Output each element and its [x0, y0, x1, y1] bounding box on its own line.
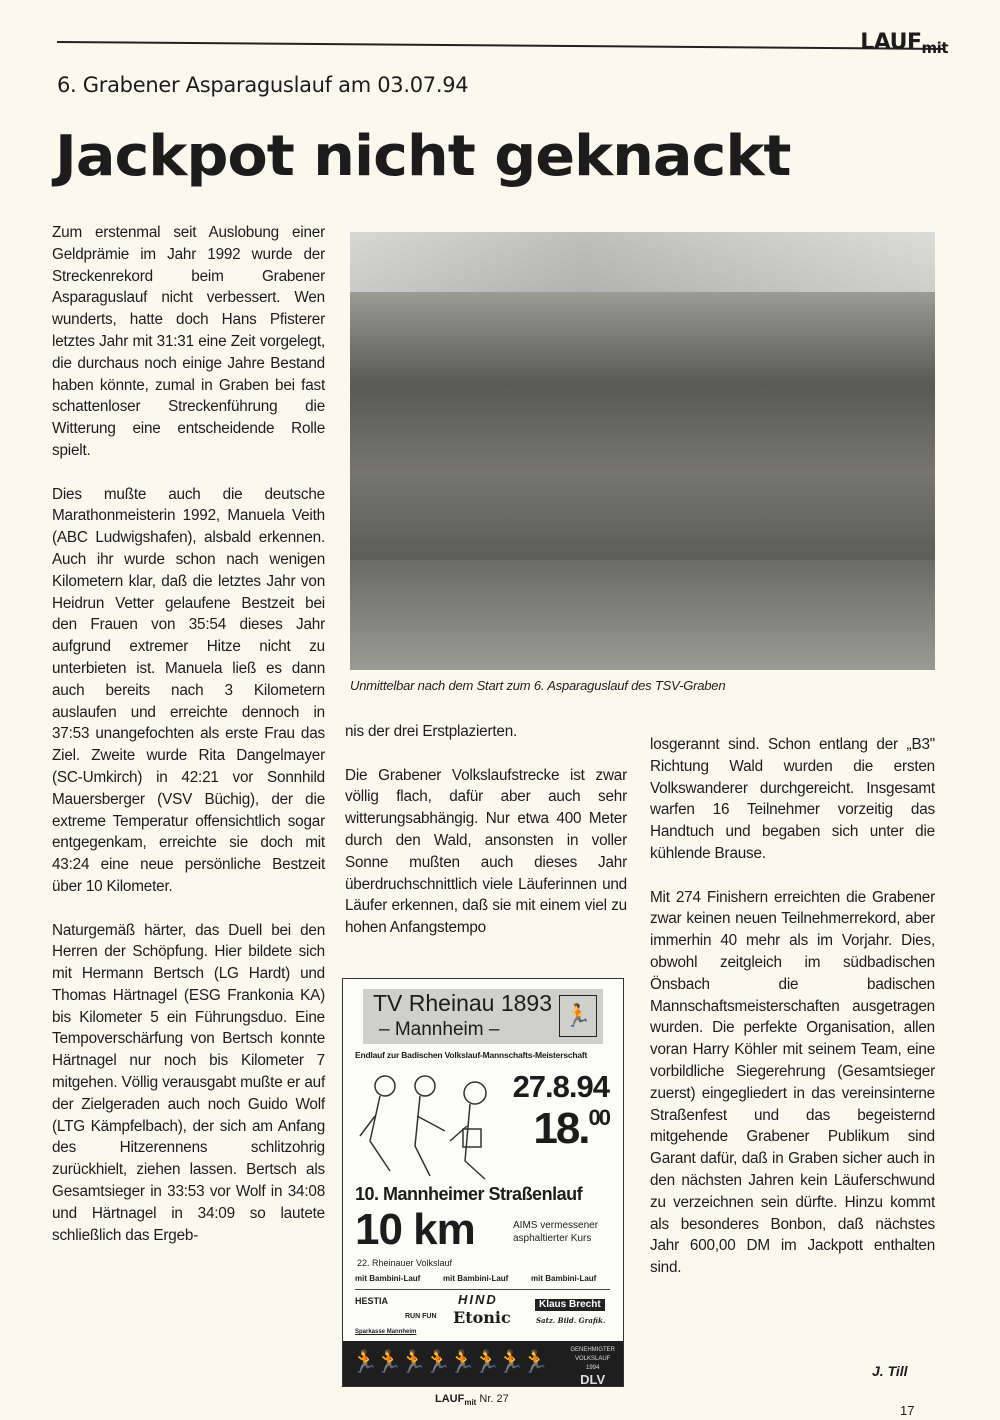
race-advertisement [342, 978, 624, 1387]
sponsor-tagline: Satz. Bild. Grafik. [536, 1316, 606, 1325]
article-column-1 [52, 222, 325, 1268]
ad-distance: 10 km [355, 1205, 475, 1254]
header-rule [57, 41, 945, 50]
sponsor-etonic: Etonic [453, 1308, 511, 1327]
article-headline: Jackpot nicht geknackt [55, 124, 791, 189]
ad-race-name: 10. Mannheimer Straßenlauf [355, 1184, 583, 1204]
ad-bambini: mit Bambini-Lauf [355, 1274, 421, 1283]
sponsor-hind: HIND [458, 1292, 498, 1307]
paragraph: Dies mußte auch die deutsche Marathonmeisterin 1992, Manuela Veith (ABC Ludwigshafen), alsbald erkennen. Auch ihr wurde schon nach wenigen Kilometern klar, daß die letztes Jahr von Heidrun Vetter gelaufene Bestzeit bei den Frauen von 35:54 dieses Jahr aufgrund extremer Hitze nicht zu unterbieten ist. Manuela ließ es dann auch bereits nach 3 Kilometern auslaufen und erreichte dennoch in 37:53 unangefochten als erste Frau das Ziel. Zweite wurde Rita Dangelmayer (SC-Umkirch) in 42:21 vor Sonnhild Mauersberger (VSV Büchig), der die extreme Temperatur offensichtlich sogar entgegenkam, erreichte sie doch mit 43:24 eine neue persönliche Bestzeit über 10 Kilometer. [52, 485, 325, 895]
ad-bambini: mit Bambini-Lauf [443, 1274, 509, 1283]
magazine-logo: $LAUF_{mit}$ [860, 30, 948, 57]
paragraph: Naturgemäß härter, das Duell bei den Herren der Schöpfung. Hier bildete sich mit Hermann Bertsch (LG Hardt) und Thomas Härtnagel (ESG Frankonia KA) bis Kilometer 5 ein Führungsduo. Eine Tempoverschärfung von Bertsch konnte Härtnagel nur noch bis Kilometer 7 mitgehen. Völlig verausgabt mußte er auf der Zielgeraden auch noch Guido Wolf (LTG Kämpfelbach), der sich am Anfang des Hitzerennens schlitzohrig zurückhielt, ziehen lassen. Bertsch als Gesamtsieger in 33:53 vor Wolf in 34:08 und Härtnagel in 34:09 so lautete schließlich das Ergeb- [52, 921, 325, 1244]
photo-caption: Unmittelbar nach dem Start zum 6. Asparaguslauf des TSV-Graben [350, 678, 726, 693]
paragraph: losgerannt sind. Schon entlang der „B3" Richtung Wald wurden die ersten Volkswanderer durchgereicht. Insgesamt warfen 16 Teilnehmer vorzeitig das Handtuch und begaben sich unter die kühlende Brause. [650, 736, 935, 862]
author-signature: J. Till [872, 1363, 908, 1379]
ad-time: 18.00 [533, 1104, 609, 1153]
ad-date: 27.8.94 [512, 1069, 609, 1104]
ad-header [363, 989, 603, 1044]
article-kicker: 6. Grabener Asparaguslauf am 03.07.94 [57, 73, 469, 97]
race-start-photo [350, 232, 935, 670]
paragraph: Zum erstenmal seit Auslobung einer Geldprämie im Jahr 1992 wurde der Streckenrekord beim Grabener Asparaguslauf nicht verbessert. Wen wunderts, hatte doch Hans Pfisterer letztes Jahr mit 31:31 eine Zeit vorgelegt, die durchaus noch einige Jahre Bestand haben könnte, zumal in Graben bei fast schattenloser Streckenführung die Witterung eine entscheidende Rolle spielt. [52, 224, 325, 459]
ad-course-info: AIMS vermessener asphaltierter Kurs [513, 1220, 599, 1244]
sponsor-runfun: RUN FUN [405, 1313, 437, 1320]
paragraph: Die Grabener Volkslaufstrecke ist zwar völlig flach, dafür aber auch sehr witterungsabhängig. Nur etwa 400 Meter durch den Wald, ansonsten in voller Sonne mußten auch dieses Jahr überdruchschnittlich viele Läuferinnen und Läufer erkennen, daß sie mit einem viel zu hohen Anfangstempo [345, 766, 627, 937]
runner-logo-icon: 🏃 [559, 995, 597, 1037]
ad-volkslauf: 22. Rheinauer Volkslauf [357, 1258, 453, 1268]
photo-road [350, 560, 935, 670]
sponsor-sparkasse: Sparkasse Mannheim [355, 1329, 417, 1335]
running-figures-icon: 🏃🏃🏃🏃🏃🏃🏃🏃 [351, 1349, 547, 1374]
sponsor-klaus-brecht: Klaus Brecht [535, 1299, 605, 1311]
article-column-3 [650, 734, 935, 1301]
dlv-approval: GENEHMIGTER VOLKSLAUF 1994 DLV [570, 1347, 615, 1387]
ad-club: TV Rheinau 1893 [373, 990, 553, 1016]
ad-divider [355, 1289, 610, 1290]
ad-subtitle: Endlauf zur Badischen Volkslauf-Mannschafts-Meisterschaft [355, 1050, 588, 1060]
runners-illustration-icon [355, 1071, 505, 1183]
paragraph: Mit 274 Finishern erreichten die Grabener zwar keinen neuen Teilnehmerrekord, aber immerhin 40 mehr als im Vorjahr. Dies, obwohl zeitgleich im südbadischen Önsbach die badischen Mannschaftsmeisterschaften ausgetragen wurden. Die perfekte Organisation, allen voran Harry Köhler mit seinem Team, eine vorbildliche Siegerehrung (Gesamtsieger zuerst) eingegliedert in das vereinsinterne Straßenfest und das begeisternd mitgehende Grabener Publikum sind Garant dafür, daß in Graben sicher auch in den nächsten Jahren kein Läuferschwund zu verzeichnen sein dürfte. Hinzu kommt als besonderes Bonbon, daß nächstes Jahr 600,00 DM im Jackpott enthalten sind. [650, 888, 935, 1277]
page-number: 17 [900, 1403, 915, 1418]
ad-footer-band [343, 1341, 623, 1386]
article-column-2 [345, 721, 627, 961]
ad-city: – Mannheim – [379, 1019, 500, 1040]
sponsor-hestia: HESTIA [355, 1296, 389, 1306]
page-footer: $LAUF_{mit}$ Nr. 27 [435, 1393, 509, 1408]
photo-sky [350, 232, 935, 292]
paragraph: nis der drei Erstplazierten. [345, 723, 518, 740]
ad-bambini: mit Bambini-Lauf [531, 1274, 597, 1283]
